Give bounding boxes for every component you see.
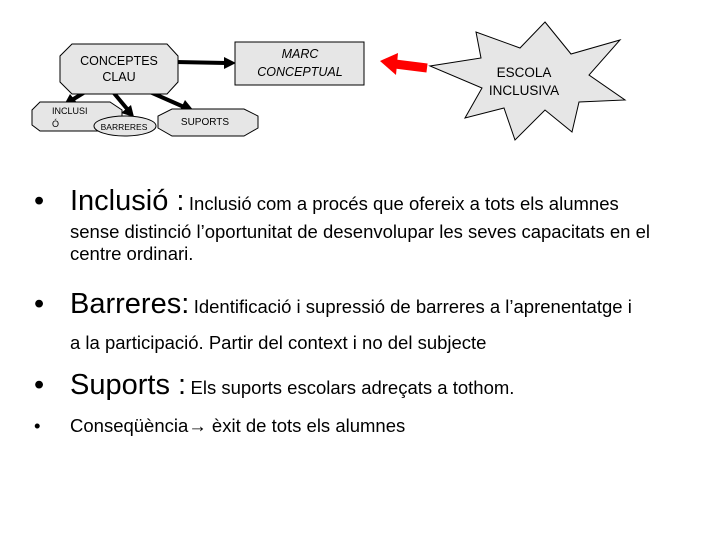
bullet-consequencia [34, 415, 704, 437]
marc-label-2: CONCEPTUAL [257, 65, 343, 79]
red-arrow-head [380, 53, 398, 75]
escola-label-2: INCLUSIVA [488, 83, 560, 98]
text-barreres: Identificació i supressió de barreres a l’aprenentatge i [193, 296, 632, 318]
text-inclusio: Inclusió com a procés que ofereix a tots els alumnes [188, 193, 619, 214]
term-inclusio: Inclusió : [70, 185, 185, 217]
escola-inclusiva-star [430, 22, 625, 140]
text-suports: Els suports escolars adreçats a tothom. [190, 377, 515, 399]
text-barreres-continuation: a la participació. Partir del context i no del subjecte [70, 331, 487, 353]
bullet-inclusio [34, 184, 704, 265]
conceptes-label-1: CONCEPTES [80, 54, 158, 68]
bullet-list [34, 184, 704, 437]
term-suports: Suports : [70, 369, 187, 402]
text-consequencia: Conseqüència [70, 414, 189, 436]
bullet-marker: • [34, 185, 45, 217]
bullet-marker: • [34, 369, 45, 402]
concept-diagram [0, 0, 720, 150]
inclusio-label-2: Ó [52, 119, 60, 129]
barreres-label: BARRERES [100, 122, 148, 132]
term-barreres: Barreres: [70, 288, 190, 321]
arrow-right-icon: → [188, 414, 207, 436]
text-inclusio-continuation: sense distinció l’oportunitat de desenvolupar les seves capacitats en el centre ordinari. [70, 220, 651, 264]
arrow-conceptes-to-marc [176, 62, 226, 63]
conceptes-clau-octagon [60, 44, 178, 94]
inclusio-label-1: INCLUSI [52, 106, 88, 116]
red-arrow [395, 64, 427, 68]
bullet-marker: • [34, 288, 45, 321]
bullet-suports [34, 368, 704, 403]
bullet-barreres [34, 287, 704, 354]
suports-label: SUPORTS [180, 117, 230, 128]
marc-label-1: MARC [281, 47, 319, 61]
escola-label-1: ESCOLA [496, 65, 552, 80]
text-exit: èxit de tots els alumnes [206, 414, 406, 436]
arrow-head-marc [224, 57, 236, 69]
bullet-marker: • [34, 414, 41, 436]
conceptes-label-2: CLAU [102, 70, 136, 84]
